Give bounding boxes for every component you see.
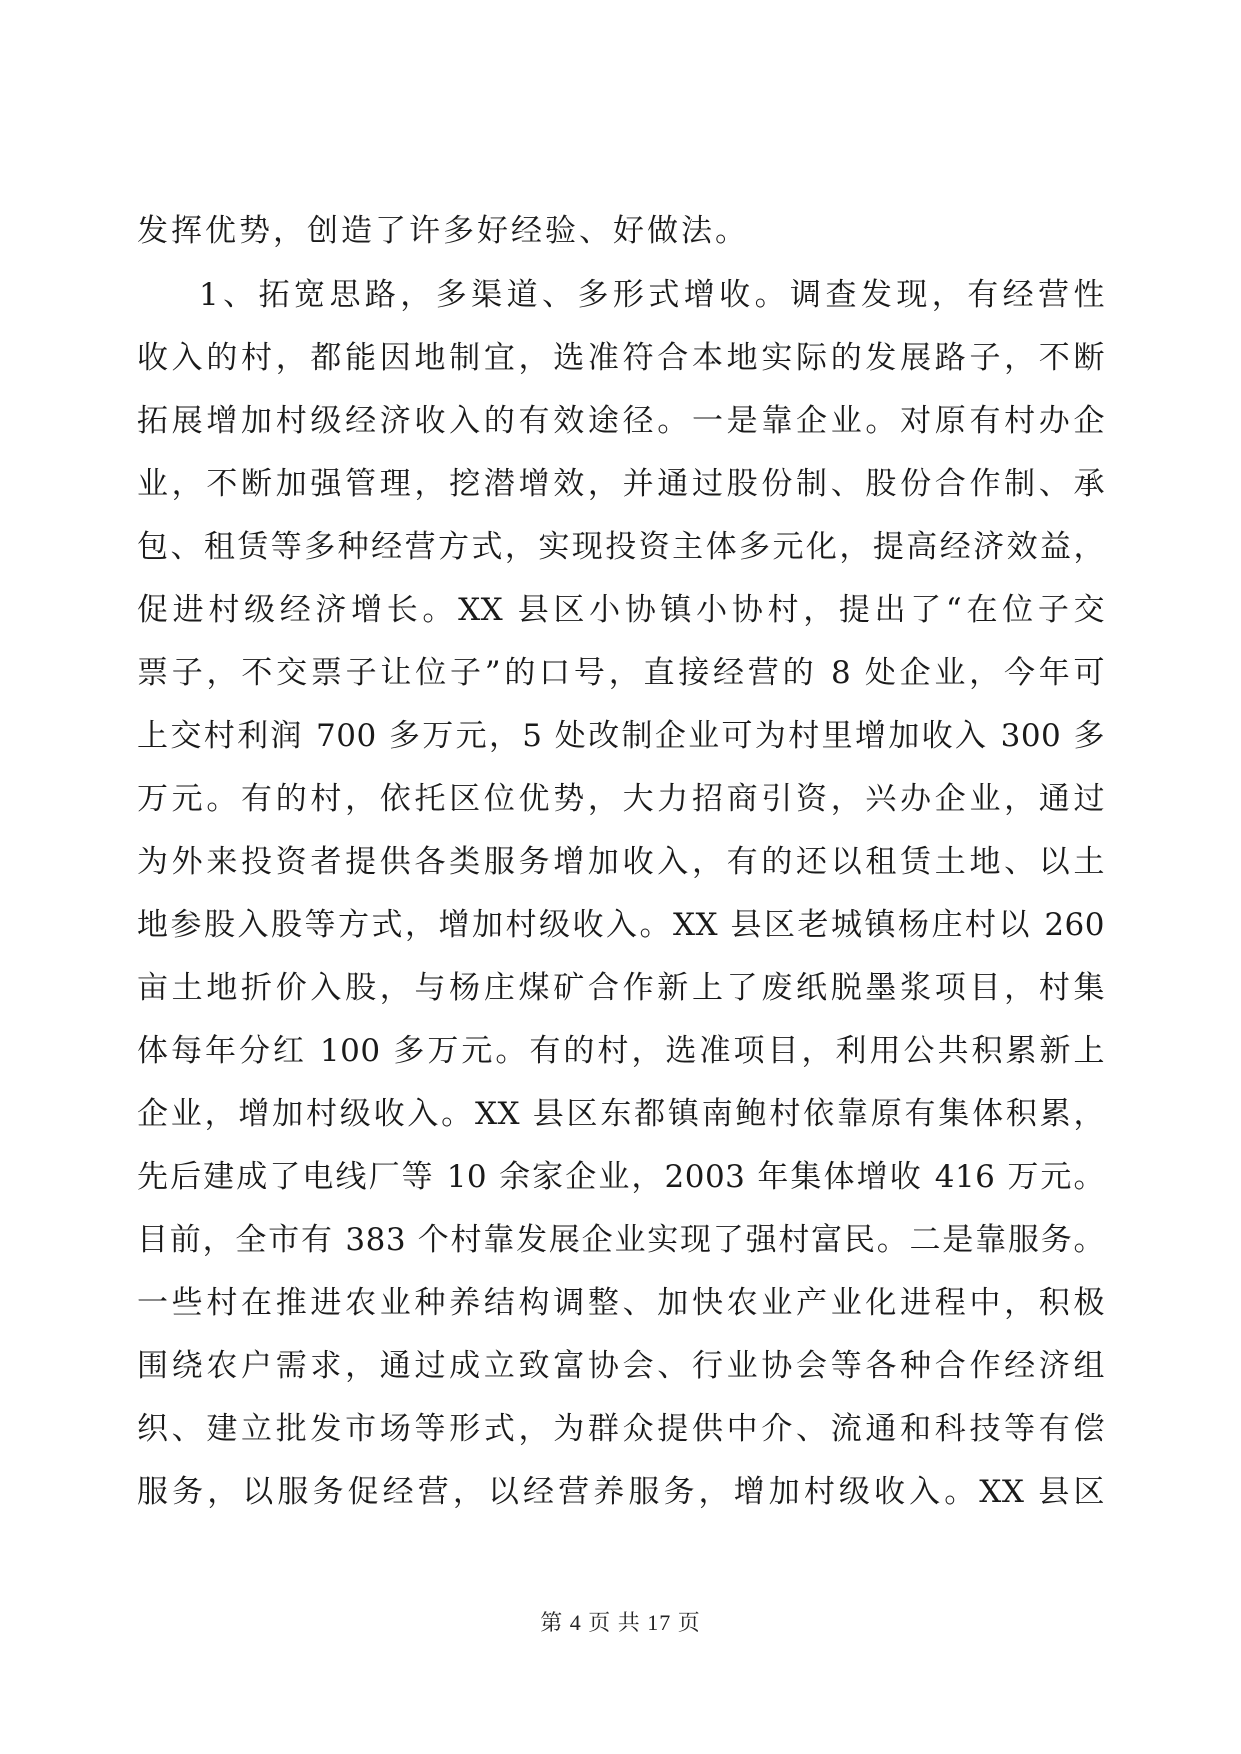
text-line: 业，不断加强管理，挖潜增效，并通过股份制、股份合作制、承 [137,466,1105,502]
text-line: 1、拓宽思路，多渠道、多形式增收。调查发现，有经营性 [199,277,1105,313]
text-line: 为外来投资者提供各类服务增加收入，有的还以租赁土地、以土 [137,844,1105,880]
text-line: 目前，全市有 383 个村靠发展企业实现了强村富民。二是靠服务。 [137,1222,1105,1258]
text-line: 体每年分红 100 多万元。有的村，选准项目，利用公共积累新上 [137,1033,1105,1069]
text-line: 促进村级经济增长。XX 县区小协镇小协村，提出了“在位子交 [137,592,1105,628]
text-line: 上交村利润 700 多万元，5 处改制企业可为村里增加收入 300 多 [137,718,1105,754]
text-line: 地参股入股等方式，增加村级收入。XX 县区老城镇杨庄村以 260 [137,907,1105,943]
text-line: 一些村在推进农业种养结构调整、加快农业产业化进程中，积极 [137,1285,1105,1321]
text-line: 先后建成了电线厂等 10 余家企业，2003 年集体增收 416 万元。 [137,1159,1105,1195]
text-line: 围绕农户需求，通过成立致富协会、行业协会等各种合作经济组 [137,1348,1105,1384]
text-line: 发挥优势，创造了许多好经验、好做法。 [137,213,749,249]
text-line: 万元。有的村，依托区位优势，大力招商引资，兴办企业，通过 [137,781,1105,817]
text-line: 拓展增加村级经济收入的有效途径。一是靠企业。对原有村办企 [137,403,1105,439]
text-line: 票子，不交票子让位子”的口号，直接经营的 8 处企业，今年可 [137,655,1105,691]
text-line: 包、租赁等多种经营方式，实现投资主体多元化，提高经济效益， [137,529,1105,565]
page-number-footer: 第 4 页 共 17 页 [540,1610,701,1635]
text-line: 亩土地折价入股，与杨庄煤矿合作新上了废纸脱墨浆项目，村集 [137,970,1105,1006]
text-line: 企业，增加村级收入。XX 县区东都镇南鲍村依靠原有集体积累， [137,1096,1105,1132]
text-line: 收入的村，都能因地制宜，选准符合本地实际的发展路子，不断 [137,340,1105,376]
text-line: 织、建立批发市场等形式，为群众提供中介、流通和科技等有偿 [137,1411,1105,1447]
text-line: 服务，以服务促经营，以经营养服务，增加村级收入。XX 县区 [137,1474,1105,1510]
